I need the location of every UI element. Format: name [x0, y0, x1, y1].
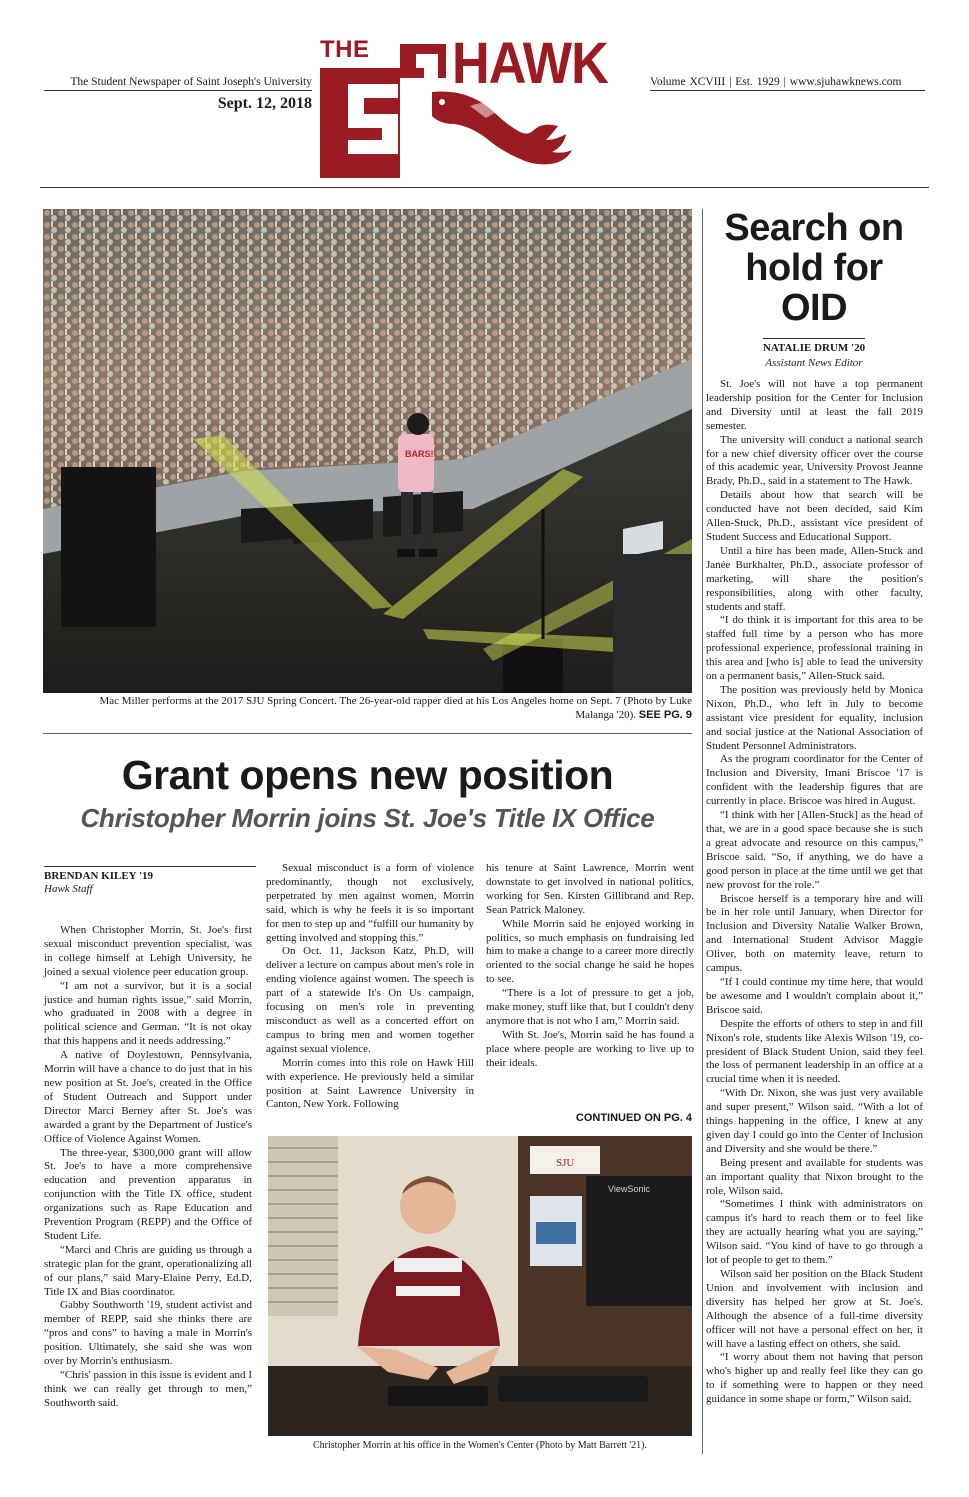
main-paragraph: With St. Joe's, Morrin said he has found a place where people are working to live up to their ideals.: [486, 1028, 694, 1069]
sidebar-paragraph: Details about how that search will be conducted have not been decided, said Kim Allen-Stuck, Ph.D., assistant vice president of Student Success and Educational Support.: [706, 489, 923, 543]
logo-hawk-text: HAWK: [452, 31, 608, 96]
main-byline: [44, 866, 256, 895]
sidebar-author-role: Assistant News Editor: [765, 357, 863, 369]
main-paragraph: On Oct. 11, Jackson Katz, Ph.D, will deliver a lecture on campus about men's role in ending violence against women. The speech is part of a statewide It's On Us campaign, focusing on men's role in preventing misconduct as well as a concerted effort on campus to bring men and women together against sexual violence.: [266, 945, 474, 1055]
main-paragraph: “I am not a survivor, but it is a social justice and human rights issue,” said Morrin, who graduated in 2008 with a degree in political science and German. “It is not okay that this happens and it needs addressing.”: [44, 979, 252, 1048]
main-paragraph: his tenure at Saint Lawrence, Morrin went downstate to get involved in national politics, working for Sen. Kirsten Gillibrand and Rep. Sean Patrick Maloney.: [486, 862, 694, 916]
sidebar-paragraph: As the program coordinator for the Center of Inclusion and Diversity, Imani Briscoe '17 is confident with the leadership figures that are currently in place. Briscoe was hired in August.: [706, 753, 923, 808]
office-photo: [268, 1136, 692, 1436]
main-paragraph: “Chris' passion in this issue is evident and I think we can really get through to men,” Southworth said.: [44, 1369, 252, 1409]
section-divider: [43, 733, 692, 734]
see-page-reference[interactable]: SEE PG. 9: [638, 709, 692, 721]
main-paragraph: While Morrin said he enjoyed working in politics, so much emphasis on fundraising led him to make a change to a career more directly oriented to the social change he said he hopes to see.: [486, 917, 694, 986]
main-column-1: [44, 924, 252, 1411]
paper-tagline: The Student Newspaper of Saint Joseph's University: [70, 76, 312, 88]
main-author-role: Hawk Staff: [44, 883, 93, 895]
concert-photo-caption: [60, 694, 692, 722]
monitor-brand-text: ViewSonic: [608, 1184, 650, 1194]
sidebar-paragraph: “I do think it is important for this area to be staffed full time by a person who has more professional experience, professional training in this area and [who is] able to lead the university on a permanent basis,” Allen-Stuck said.: [706, 614, 923, 683]
sidebar-paragraph: The university will conduct a national search for a new chief diversity officer over the course of this academic year, University Provost Jeanne Brady, Ph.D., said in a statement to The Hawk.: [706, 433, 923, 488]
issue-date: Sept. 12, 2018: [217, 95, 312, 112]
main-paragraph: “Marci and Chris are guiding us through a strategic plan for the grant, operationalizing all of our plans,” said Mary-Elaine Perry, Ed.D, Title IX and Bias coordinator.: [44, 1243, 252, 1298]
masthead-bottom-rule: [40, 187, 929, 188]
office-photo-caption: Christopher Morrin at his office in the Women's Center (Photo by Matt Barrett '21).: [312, 1440, 648, 1451]
main-paragraph: Sexual misconduct is a form of violence predominantly, though not exclusively, perpetrated by men against women, Morrin said, which is why he feels it is so important for men to step up and “fulfill our humanity by getting involved and stopping this.”: [266, 862, 474, 944]
main-column-2: [266, 862, 474, 1112]
sidebar-divider: [702, 209, 703, 1454]
sidebar-body: [706, 378, 923, 1407]
main-column-3: [486, 862, 694, 1071]
office-sign-text: SJU: [556, 1157, 575, 1169]
sidebar-author: NATALIE DRUM '20: [763, 338, 865, 354]
sidebar-paragraph: “Sometimes I think with administrators on campus it's hard to reach them or to feel like they are actually hearing what you are saying,” Wilson said. “You kind of have to go through a lot of people to get to them.”: [706, 1198, 923, 1267]
sidebar-paragraph: Briscoe herself is a temporary hire and will be in her role until January, when Director for Inclusion and Diversity Natalie Walker Brown, and International Student Advisor Maggie Oliver, both on maternity leave, return to campus.: [706, 892, 923, 975]
logo-the-text: THE: [320, 36, 370, 63]
sidebar-paragraph: St. Joe's will not have a top permanent leadership position for the Center for Inclusion and Diversity until at least the fall 2019 semester.: [706, 378, 923, 432]
performer-shirt-text: BARS!: [405, 449, 434, 459]
sidebar-paragraph: Until a hire has been made, Allen-Stuck and Janée Burkhalter, Ph.D., associate professor of marketing, will share the position's responsibilities, along with other faculty, students and staff.: [706, 544, 923, 613]
masthead-right-rule: [650, 90, 925, 91]
sidebar-paragraph: “If I could continue my time here, that would be awesome and I wouldn't complain about it,” Briscoe said.: [706, 975, 923, 1016]
concert-scene-image: [43, 209, 692, 693]
concert-photo: [43, 209, 692, 693]
the-hawk-logo: [320, 31, 650, 178]
main-paragraph: Gabby Southworth '19, student activist and member of REPP, said she thinks there are “pros and cons” to having a male in Morrin's position. Ultimately, she said she was won over by Morrin's enthusiasm.: [44, 1299, 252, 1368]
sidebar-paragraph: “I worry about them not having that person who's higher up and really feel like they can go to if something were to happen or they need guidance in some shape or form,” Wilson said.: [706, 1351, 923, 1406]
sidebar-paragraph: “With Dr. Nixon, she was just very available and super present,” Wilson said. “With a lot of things happening in the office, I knew at any given day I could go into the Center of Inclusion and Diversity and she would be there.”: [706, 1087, 923, 1155]
continued-link[interactable]: CONTINUED ON PG. 4: [575, 1112, 692, 1124]
volume-info: Volume XCVIII | Est. 1929 | www.sjuhawknews.com: [650, 76, 902, 88]
concert-caption-text: Mac Miller performs at the 2017 SJU Spring Concert. The 26-year-old rapper died at his Los Angeles home on Sept. 7 (Photo by Luke Malanga '20).: [99, 695, 692, 721]
sidebar-paragraph: “I think with her [Allen-Stuck] as the head of that, we are in a good space because she is such a great advocate and resource on this campus,” Briscoe said. “So, if anything, we do have a good person in place at the time until we get that new provost for the role.”: [706, 809, 923, 891]
main-deck: Christopher Morrin joins St. Joe's Title IX Office: [80, 803, 655, 833]
sidebar-paragraph: Wilson said her position on the Black Student Union and involvement with inclusion and diversity has helped her grow at St. Joe's. Although the absence of a full-time diversity officer will not have a personal effect on her, it will have a lasting effect on others, she said.: [706, 1268, 923, 1350]
sidebar-paragraph: Despite the efforts of others to step in and fill Nixon's role, students like Alexis Wilson '19, co-president of Black Student Union, said they feel the loss of permanent leadership in an office at a crucial time when it is needed.: [706, 1017, 923, 1086]
main-paragraph: When Christopher Morrin, St. Joe's first sexual misconduct prevention specialist, was in college himself at Lehigh University, he joined a sexual violence peer education group.: [44, 924, 252, 978]
sidebar-paragraph: Being present and available for students was an important quality that Nixon brought to the role, Wilson said.: [706, 1156, 923, 1197]
main-headline: Grant opens new position: [121, 752, 614, 798]
masthead: [0, 0, 969, 190]
main-paragraph: A native of Doylestown, Pennsylvania, Morrin will have a chance to do just that in his new position at St. Joe's, created in the Office of Student Outreach and Support under Director Marci Berney after St. Joe's was awarded a grant by the Department of Justice's Office of Violence Against Women.: [44, 1049, 252, 1145]
sidebar-byline: [708, 338, 920, 369]
main-paragraph: Morrin comes into this role on Hawk Hill with experience. He previously held a similar position at Saint Lawrence University in Canton, New York. Following: [266, 1056, 474, 1111]
sidebar-headline: Search on hold for OID: [724, 207, 904, 329]
main-paragraph: “There is a lot of pressure to get a job, make money, stuff like that, but I couldn't deny anymore that is not who I am,” Morrin said.: [486, 987, 694, 1027]
masthead-left-rule: [44, 90, 312, 91]
office-scene-image: [268, 1136, 692, 1436]
main-author: BRENDAN KILEY '19: [44, 866, 256, 882]
sidebar-paragraph: The position was previously held by Monica Nixon, Ph.D., who left in July to become assistant vice president for equality, inclusion and social justice at the National Association of Student Personnel Administrators.: [706, 683, 923, 752]
main-paragraph: The three-year, $300,000 grant will allow St. Joe's to have a more comprehensive education and prevention apparatus in conjunction with the Title IX office, student organizations such as Rape Education and Prevention Program (REPP) and the Office of Student Life.: [44, 1146, 252, 1242]
